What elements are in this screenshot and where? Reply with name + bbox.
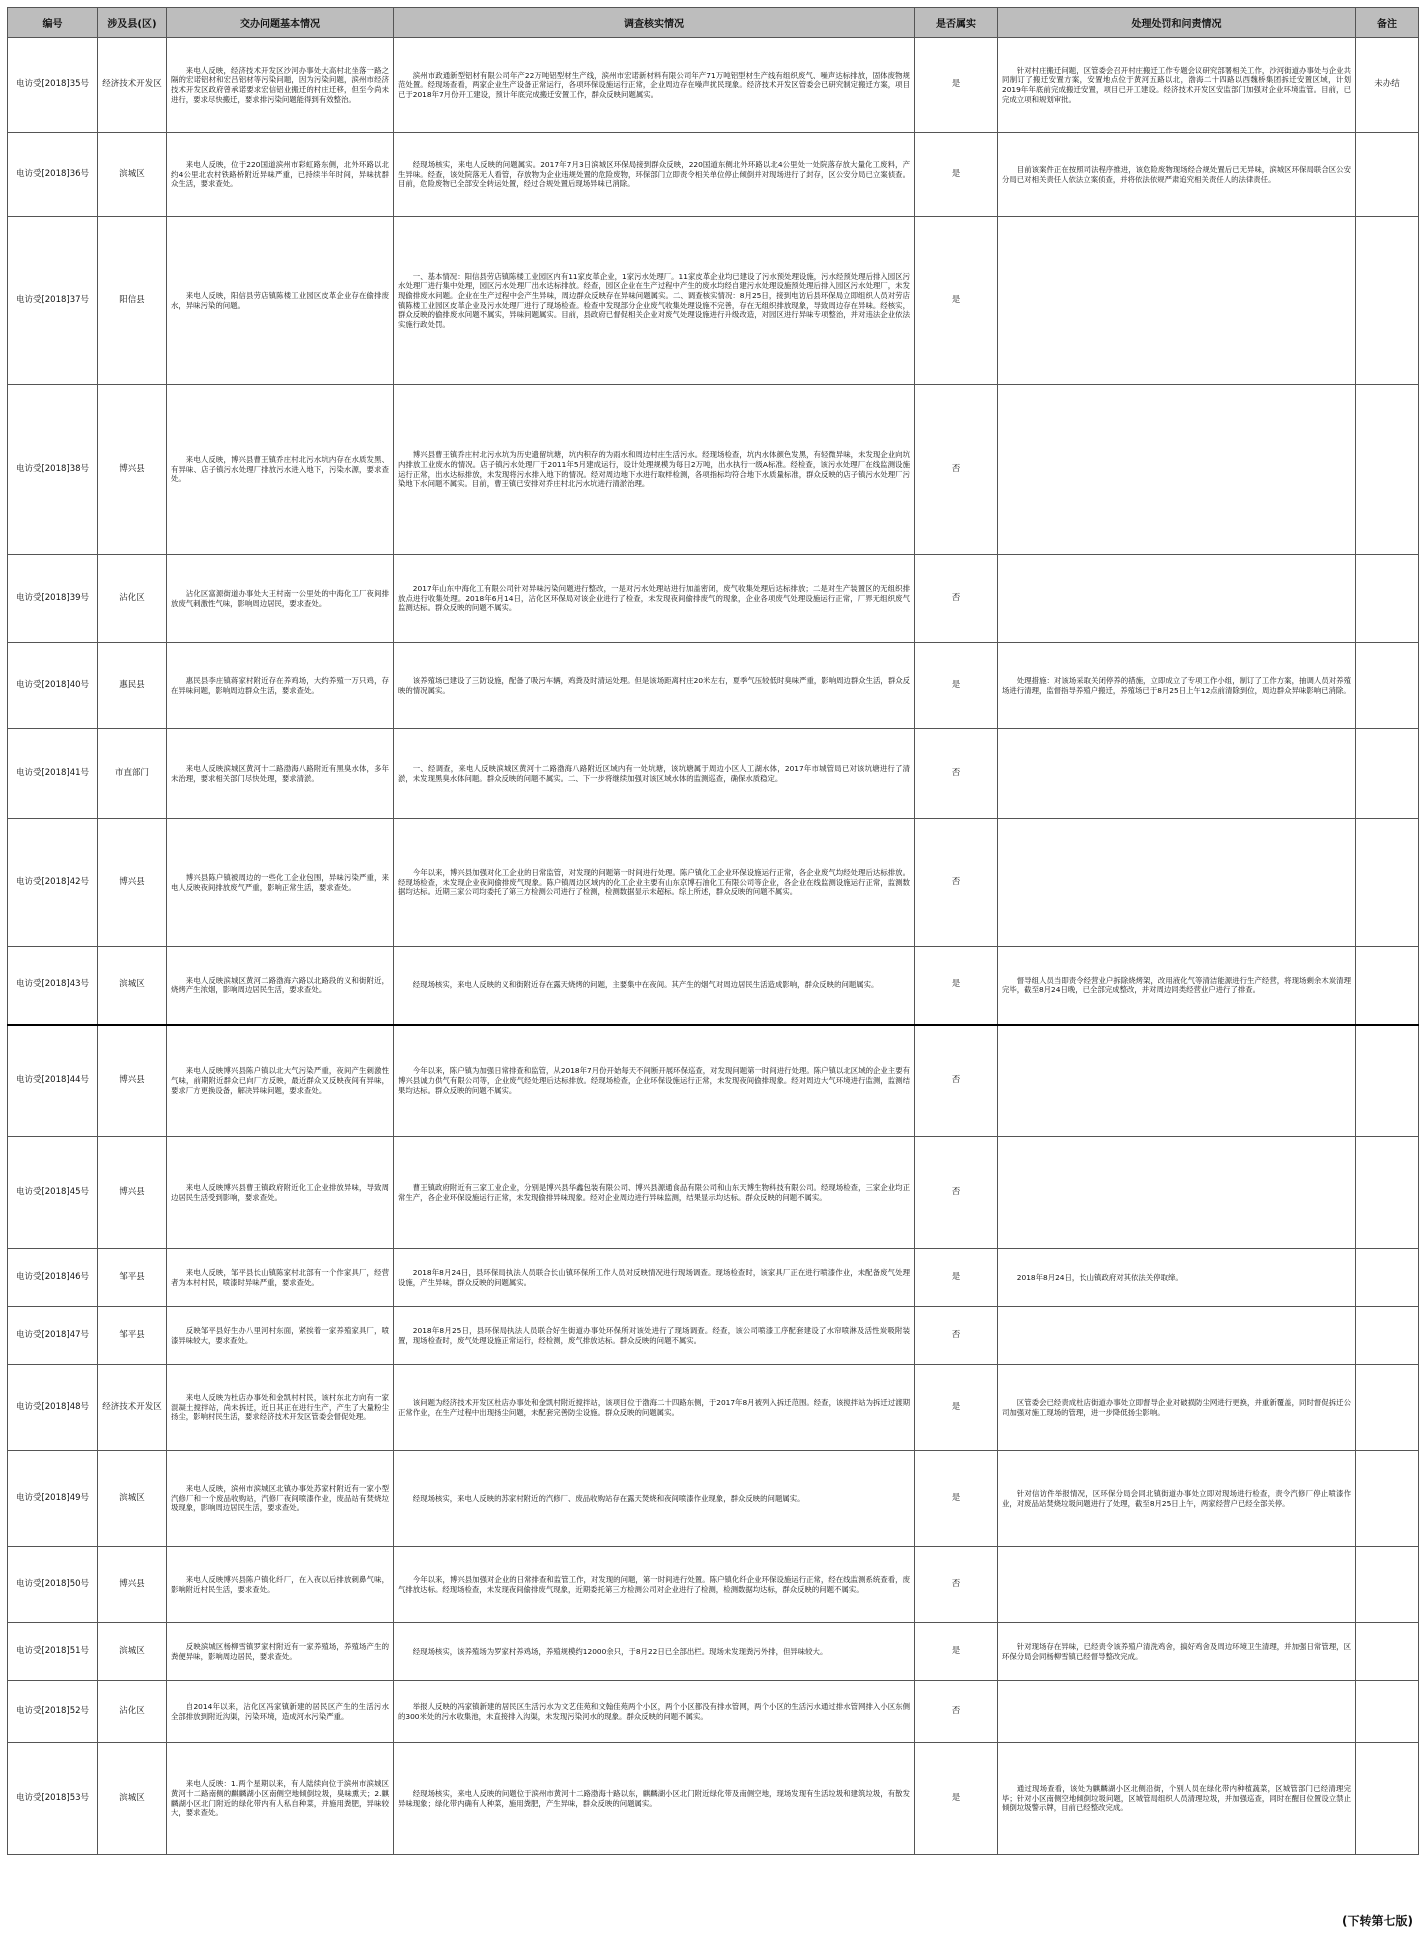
row-is-true: 否 xyxy=(915,555,998,643)
row-number: 电访受[2018]47号 xyxy=(8,1307,98,1365)
row-issue: 惠民县李庄镇蒋家村附近存在养鸡场，大约养殖一万只鸡，存在异味问题，影响周边群众生活，要求查处。 xyxy=(167,643,394,729)
table-row xyxy=(8,555,1419,643)
row-note xyxy=(1356,555,1419,643)
table-row xyxy=(8,1681,1419,1743)
row-issue: 来电人反映，邹平县长山镇陈家村北部有一个作家具厂，经营者为本村村民，喷漆时异味严重，要求查处。 xyxy=(167,1249,394,1307)
row-district: 博兴县 xyxy=(98,1547,167,1623)
table-row xyxy=(8,1623,1419,1681)
row-investigation: 滨州市政通新型铝材有限公司年产22万吨铝型材生产线，滨州市宏诺新材料有限公司年产71万吨铝型材生产线有组织废气、噪声达标排放，固体废物规范处置。经现场查看，两家企业生产设备正常运行，各项环保设施运行正常，企业周边存在噪声扰民现象。经济技术开发区管委会已研究制定搬迁方案，项目已于2018年7月份开工建设，预计年底完成搬迁安置工作，群众反映问题属实。 xyxy=(394,38,915,133)
header-handling: 处理处罚和问责情况 xyxy=(998,8,1356,38)
row-note xyxy=(1356,1451,1419,1547)
row-district: 阳信县 xyxy=(98,217,167,385)
row-handling: 2018年8月24日，长山镇政府对其依法关停取缔。 xyxy=(998,1249,1356,1307)
row-is-true: 是 xyxy=(915,1743,998,1855)
header-district: 涉及县(区) xyxy=(98,8,167,38)
row-district: 沾化区 xyxy=(98,555,167,643)
row-number: 电访受[2018]44号 xyxy=(8,1025,98,1137)
row-investigation: 一、基本情况：阳信县劳店镇陈楼工业园区内有11家皮革企业，1家污水处理厂。11家皮革企业均已建设了污水预处理设施，污水经预处理后排入园区污水处理厂进行集中处理，园区污水处理厂出水达标排放。经查，园区企业在生产过程中产生的废水均经自建污水处理设施预处理后排入园区污水处理厂，未发现偷排废水问题。企业在生产过程中会产生异味，周边群众反映存在异味问题属实。二、调查核实情况：8月25日，接到电访后县环保局立即组织人员对劳店镇陈楼工业园区皮革企业及污水处理厂进行了现场检查。检查中发现部分企业废气收集处理设施不完善，存在无组织排放现象，导致周边存在异味。经核实，群众反映的偷排废水问题不属实，异味问题属实。目前，县政府已督促相关企业对废气处理设施进行升级改造，对园区进行异味专项整治，并对违法企业依法实施行政处罚。 xyxy=(394,217,915,385)
row-handling xyxy=(998,217,1356,385)
row-is-true: 否 xyxy=(915,1137,998,1249)
row-issue: 来电人反映滨城区黄河十二路渤海八路附近有黑臭水体，多年未治理，要求相关部门尽快处理，要求清淤。 xyxy=(167,729,394,819)
row-handling: 区管委会已经责成杜店街道办事处立即督导企业对破损防尘网进行更换，并重新覆盖，同时督促拆迁公司加强对施工现场的管理，进一步降低扬尘影响。 xyxy=(998,1365,1356,1451)
row-district: 滨城区 xyxy=(98,947,167,1025)
row-handling: 针对现场存在异味，已经责令该养殖户清洗鸡舍，搞好鸡舍及周边环境卫生清理，并加强日常管理，区环保分局会同杨柳雪镇已经督导整改完成。 xyxy=(998,1623,1356,1681)
row-district: 市直部门 xyxy=(98,729,167,819)
row-note xyxy=(1356,643,1419,729)
row-district: 滨城区 xyxy=(98,1451,167,1547)
header-number: 编号 xyxy=(8,8,98,38)
row-investigation: 经现场核实，来电人反映的义和街附近存在露天烧烤的问题，主要集中在夜间。其产生的烟气对周边居民生活造成影响，群众反映的问题属实。 xyxy=(394,947,915,1025)
row-handling xyxy=(998,1547,1356,1623)
row-investigation: 今年以来，陈户镇为加强日常排查和监管，从2018年7月份开始每天不间断开展环保巡查，对发现问题第一时间进行处理。陈户镇以北区域的企业主要有博兴县诚力供气有限公司等，企业废气经处理后达标排放。经现场检查，企业环保设施运行正常，未发现夜间偷排现象。经对周边大气环境进行监测，监测结果均达标。群众反映的问题不属实。 xyxy=(394,1025,915,1137)
header-is-true: 是否属实 xyxy=(915,8,998,38)
row-issue: 来电人反映，阳信县劳店镇陈楼工业园区皮革企业存在偷排废水，异味污染的问题。 xyxy=(167,217,394,385)
row-district: 经济技术开发区 xyxy=(98,38,167,133)
row-is-true: 是 xyxy=(915,947,998,1025)
continued-note: (下转第七版) xyxy=(1342,1914,1413,1928)
row-number: 电访受[2018]49号 xyxy=(8,1451,98,1547)
row-investigation: 经现场核实，来电人反映的问题位于滨州市黄河十二路渤海十路以东，麒麟湖小区北门附近绿化带及南侧空地，现场发现有生活垃圾和建筑垃圾，有散发异味现象；绿化带内确有人种菜，施用粪肥，产生异味，群众反映的问题属实。 xyxy=(394,1743,915,1855)
row-is-true: 是 xyxy=(915,643,998,729)
row-investigation: 一、经调查，来电人反映滨城区黄河十二路渤海八路附近区域内有一处坑塘，该坑塘属于周边小区人工湖水体，2017年市城管局已对该坑塘进行了清淤，未发现黑臭水体问题。群众反映的问题不属实。二、下一步将继续加强对该区域水体的监测巡查，确保水质稳定。 xyxy=(394,729,915,819)
row-handling xyxy=(998,385,1356,555)
row-issue: 博兴县陈户镇被周边的一些化工企业包围，异味污染严重，来电人反映夜间排放废气严重，影响正常生活，要求查处。 xyxy=(167,819,394,947)
row-note xyxy=(1356,1249,1419,1307)
row-is-true: 是 xyxy=(915,1365,998,1451)
row-investigation: 2018年8月24日，县环保局执法人员联合长山镇环保所工作人员对反映情况进行现场调查。现场检查时，该家具厂正在进行喷漆作业，未配备废气处理设施，产生异味，群众反映的问题属实。 xyxy=(394,1249,915,1307)
row-investigation: 今年以来，博兴县加强对化工企业的日常监管，对发现的问题第一时间进行处理。陈户镇化工企业环保设施运行正常，各企业废气均经处理后达标排放。经现场检查，未发现企业夜间偷排废气现象。陈户镇周边区域内的化工企业主要有山东京博石油化工有限公司等企业，各企业在线监测设施运行正常，监测数据均达标。近期三家公司均委托了第三方检测公司进行了检测，检测数据显示未超标。综上所述，群众反映的问题不属实。 xyxy=(394,819,915,947)
row-investigation: 经现场核实，来电人反映的苏家村附近的汽修厂、废品收购站存在露天焚烧和夜间喷漆作业现象，群众反映的问题属实。 xyxy=(394,1451,915,1547)
row-note: 未办结 xyxy=(1356,38,1419,133)
row-number: 电访受[2018]41号 xyxy=(8,729,98,819)
row-district: 邹平县 xyxy=(98,1249,167,1307)
row-handling: 处理措施：对该场采取关闭停养的措施，立即成立了专项工作小组，制订了工作方案，抽调人员对养殖场进行清理，监督指导养殖户搬迁，养殖场已于8月25日上午12点前清除到位，周边群众异味影响已消除。 xyxy=(998,643,1356,729)
row-issue: 来电人反映滨城区黄河二路渤海六路以北路段的义和街附近，烧烤产生浓烟，影响周边居民生活，要求查处。 xyxy=(167,947,394,1025)
row-note xyxy=(1356,729,1419,819)
row-note xyxy=(1356,1307,1419,1365)
row-note xyxy=(1356,1623,1419,1681)
table-row xyxy=(8,38,1419,133)
row-number: 电访受[2018]52号 xyxy=(8,1681,98,1743)
row-district: 邹平县 xyxy=(98,1307,167,1365)
row-number: 电访受[2018]50号 xyxy=(8,1547,98,1623)
table-row xyxy=(8,1365,1419,1451)
row-note xyxy=(1356,133,1419,217)
row-is-true: 否 xyxy=(915,1547,998,1623)
table-row xyxy=(8,385,1419,555)
row-is-true: 否 xyxy=(915,1307,998,1365)
row-investigation: 该问题为经济技术开发区杜店办事处和金凯村附近搅拌站，该项目位于渤海二十四路东侧，于2017年8月被列入拆迁范围。经查，该搅拌站为拆迁过渡期正常作业，在生产过程中出现扬尘问题，未配套完善防尘设施。群众反映的问题属实。 xyxy=(394,1365,915,1451)
row-handling: 针对信访件举报情况，区环保分局会同北镇街道办事处立即对现场进行检查，责令汽修厂停止喷漆作业，对废品站焚烧垃圾问题进行了处理，截至8月25日上午，两家经营户已经全部关停。 xyxy=(998,1451,1356,1547)
row-district: 博兴县 xyxy=(98,385,167,555)
row-district: 博兴县 xyxy=(98,1025,167,1137)
row-handling xyxy=(998,1137,1356,1249)
row-note xyxy=(1356,385,1419,555)
row-issue: 沾化区富源街道办事处大王村南一公里处的中海化工厂夜间排放废气刺激性气味，影响周边居民，要求查处。 xyxy=(167,555,394,643)
row-issue: 来电人反映，位于220国道滨州市彩虹路东侧，北外环路以北约4公里北农村铁路桥附近异味严重，已持续半年时间，异味扰群众生活，要求查处。 xyxy=(167,133,394,217)
row-issue: 来电人反映博兴县陈户镇以北大气污染严重，夜间产生刺激性气味，前期附近群众已向厂方反映，最近群众又反映夜间有异味，要求厂方更换设备，解决异味问题，要求查处。 xyxy=(167,1025,394,1137)
row-number: 电访受[2018]53号 xyxy=(8,1743,98,1855)
row-issue: 来电人反映：1.两个星期以来，有人陆续向位于滨州市滨城区黄河十二路南侧的麒麟湖小区南侧空地倾倒垃圾，臭味熏天；2.麒麟湖小区北门附近的绿化带内有人私自种菜，并施用粪肥，异味较大，要求查处。 xyxy=(167,1743,394,1855)
table-row xyxy=(8,1025,1419,1137)
row-handling: 通过现场查看，该处为麒麟湖小区北侧沿街，个别人员在绿化带内种植蔬菜，区城管部门已经清理完毕；针对小区南侧空地倾倒垃圾问题，区城管局组织人员清理垃圾，并加强巡查，同时在醒目位置设立禁止倾倒垃圾警示牌，目前已经整改完成。 xyxy=(998,1743,1356,1855)
table-row xyxy=(8,729,1419,819)
table-row xyxy=(8,1249,1419,1307)
row-handling xyxy=(998,1025,1356,1137)
row-is-true: 否 xyxy=(915,819,998,947)
row-is-true: 否 xyxy=(915,385,998,555)
row-number: 电访受[2018]35号 xyxy=(8,38,98,133)
row-issue: 来电人反映，经济技术开发区沙河办事处大高村北坐落一路之隔的宏诺铝材和宏吕铝材等污染问题，因为污染问题，滨州市经济技术开发区政府曾承诺要求宏信铝业搬迁的村庄迁移，但至今尚未进行，要求尽快搬迁，要求排污染问题能得到有效整治。 xyxy=(167,38,394,133)
row-is-true: 是 xyxy=(915,1623,998,1681)
row-note xyxy=(1356,1547,1419,1623)
row-issue: 来电人反映博兴县陈户镇化纤厂，在入夜以后排放刺鼻气味，影响附近村民生活，要求查处。 xyxy=(167,1547,394,1623)
row-investigation: 举报人反映的冯家镇新建的居民区生活污水为文艺佳苑和文翰佳苑两个小区，两个小区都没有排水管网，两个小区的生活污水通过排水管网排入小区东侧的300米处的污水收集池，未直接排入沟渠，未发现污染河水的现象。群众反映的问题不属实。 xyxy=(394,1681,915,1743)
row-handling xyxy=(998,555,1356,643)
table-row xyxy=(8,819,1419,947)
row-investigation: 经现场核实，来电人反映的问题属实。2017年7月3日滨城区环保局接到群众反映，220国道东侧北外环路以北4公里处一处院落存放大量化工废料，产生异味。经查，该处院落无人看管，存放物为企业违规处置的危险废物，环保部门立即责令相关单位停止倾倒并对现场进行了封存，区公安分局已立案侦查。目前，危险废物已全部安全转运处置，经过合规处置后现场异味已消除。 xyxy=(394,133,915,217)
row-number: 电访受[2018]40号 xyxy=(8,643,98,729)
row-number: 电访受[2018]42号 xyxy=(8,819,98,947)
row-handling xyxy=(998,1681,1356,1743)
row-note xyxy=(1356,947,1419,1025)
row-handling: 督导组人员当即责令经营业户拆除烧烤架，改用液化气等清洁能源进行生产经营，将现场剩余木炭清理完毕，截至8月24日晚，已全部完成整改，并对周边同类经营业户进行了排查。 xyxy=(998,947,1356,1025)
header-issue: 交办问题基本情况 xyxy=(167,8,394,38)
row-number: 电访受[2018]38号 xyxy=(8,385,98,555)
row-issue: 反映邹平县好生办八里河村东面，紧挨着一家养殖家具厂，喷漆异味较大，要求查处。 xyxy=(167,1307,394,1365)
row-district: 博兴县 xyxy=(98,1137,167,1249)
row-investigation: 2018年8月25日，县环保局执法人员联合好生街道办事处环保所对该处进行了现场调查。经查，该公司喷漆工序配套建设了水帘喷淋及活性炭吸附装置，现场检查时，废气处理设施正常运行，经检测，废气排放达标。群众反映的问题不属实。 xyxy=(394,1307,915,1365)
row-handling: 针对村庄搬迁问题，区管委会召开村庄搬迁工作专题会议研究部署相关工作，沙河街道办事处与企业共同制订了搬迁安置方案，安置地点位于黄河五路以北，渤海二十四路以西魏桥集团拆迁安置区域，计划2019年年底前完成搬迁安置，项目已开工建设。经济技术开发区安监部门加强对企业环境监管。目前，已完成立项和规划审批。 xyxy=(998,38,1356,133)
row-note xyxy=(1356,1137,1419,1249)
table-row xyxy=(8,1307,1419,1365)
row-district: 惠民县 xyxy=(98,643,167,729)
row-number: 电访受[2018]39号 xyxy=(8,555,98,643)
row-is-true: 否 xyxy=(915,1681,998,1743)
row-is-true: 否 xyxy=(915,729,998,819)
row-is-true: 否 xyxy=(915,1025,998,1137)
row-is-true: 是 xyxy=(915,1451,998,1547)
row-number: 电访受[2018]36号 xyxy=(8,133,98,217)
table-row xyxy=(8,1547,1419,1623)
document-page xyxy=(7,7,1418,1855)
row-issue: 来电人反映，博兴县曹王镇乔庄村北污水坑内存在水质发黑、有异味、店子镇污水处理厂排放污水进入地下，污染水源，要求查处。 xyxy=(167,385,394,555)
row-note xyxy=(1356,1025,1419,1137)
table-row xyxy=(8,643,1419,729)
row-number: 电访受[2018]43号 xyxy=(8,947,98,1025)
row-is-true: 是 xyxy=(915,1249,998,1307)
row-note xyxy=(1356,1365,1419,1451)
row-is-true: 是 xyxy=(915,217,998,385)
row-district: 沾化区 xyxy=(98,1681,167,1743)
table-row xyxy=(8,133,1419,217)
row-number: 电访受[2018]45号 xyxy=(8,1137,98,1249)
row-investigation: 2017年山东中海化工有限公司针对异味污染问题进行整改，一是对污水处理站进行加盖密闭，废气收集处理后达标排放；二是对生产装置区的无组织排放点进行收集处理。2018年6月14日，沾化区环保局对该企业进行了检查，未发现夜间偷排废气的现象，企业各项废气处理设施运行正常，厂界无组织废气监测达标。群众反映的问题不属实。 xyxy=(394,555,915,643)
header-note: 备注 xyxy=(1356,8,1419,38)
row-issue: 来电人反映为杜店办事处和金凯村村民，该村东北方向有一家混凝土搅拌站，尚未拆迁，近日其正在进行生产，产生了大量粉尘扬尘，影响村民生活，要求经济技术开发区管委会督促处理。 xyxy=(167,1365,394,1451)
row-district: 滨城区 xyxy=(98,133,167,217)
row-investigation: 经现场核实，该养殖场为罗家村养鸡场，养殖规模约12000余只，于8月22日已全部出栏。现场未发现粪污外排，但异味较大。 xyxy=(394,1623,915,1681)
row-is-true: 是 xyxy=(915,38,998,133)
row-note xyxy=(1356,1743,1419,1855)
row-investigation: 博兴县曹王镇乔庄村北污水坑为历史遗留坑塘，坑内积存的为雨水和周边村庄生活污水。经现场检查，坑内水体颜色发黑，有轻微异味，未发现企业向坑内排放工业废水的情况。店子镇污水处理厂于2011年5月建成运行，设计处理规模为每日2万吨，出水执行一级A标准。经检查，该污水处理厂在线监测设施运行正常，出水达标排放，未发现将污水排入地下的情况。经对周边地下水进行取样检测，各项指标均符合地下水质量标准，群众反映的店子镇污水处理厂污染地下水问题不属实。目前，曹王镇已安排对乔庄村北污水坑进行清淤治理。 xyxy=(394,385,915,555)
row-number: 电访受[2018]51号 xyxy=(8,1623,98,1681)
table-row xyxy=(8,1451,1419,1547)
row-handling xyxy=(998,819,1356,947)
row-note xyxy=(1356,1681,1419,1743)
row-district: 滨城区 xyxy=(98,1623,167,1681)
header-investigation: 调查核实情况 xyxy=(394,8,915,38)
table-row xyxy=(8,217,1419,385)
row-investigation: 曹王镇政府附近有三家工业企业，分别是博兴县华鑫包装有限公司、博兴县源通食品有限公司和山东天博生物科技有限公司。经现场检查，三家企业均正常生产，各企业环保设施运行正常，未发现偷排异味现象。经对企业周边进行异味监测，结果显示均达标。群众反映的问题不属实。 xyxy=(394,1137,915,1249)
row-issue: 来电人反映，滨州市滨城区北镇办事处苏家村附近有一家小型汽修厂和一个废品收购站，汽修厂夜间喷漆作业，废品站有焚烧垃圾现象，影响周边居民生活，要求查处。 xyxy=(167,1451,394,1547)
row-is-true: 是 xyxy=(915,133,998,217)
row-district: 滨城区 xyxy=(98,1743,167,1855)
petition-table xyxy=(7,7,1419,1855)
row-investigation: 该养殖场已建设了三防设施，配备了吸污车辆，鸡粪及时清运处理。但是该场距离村庄20米左右，夏季气压较低时臭味严重，影响周边群众生活，群众反映的情况属实。 xyxy=(394,643,915,729)
row-investigation: 今年以来，博兴县加强对企业的日常排查和监管工作，对发现的问题，第一时间进行处置。陈户镇化纤企业环保设施运行正常，经在线监测系统查看，废气排放达标。经现场检查，未发现夜间偷排废气现象，近期委托第三方检测公司对企业进行了检测，检测数据均达标，群众反映的问题不属实。 xyxy=(394,1547,915,1623)
table-row xyxy=(8,1743,1419,1855)
table-header-row xyxy=(8,8,1419,38)
row-handling xyxy=(998,1307,1356,1365)
row-number: 电访受[2018]37号 xyxy=(8,217,98,385)
table-row xyxy=(8,947,1419,1025)
row-issue: 反映滨城区杨柳雪镇罗家村附近有一家养殖场，养殖场产生的粪便异味，影响周边居民，要求查处。 xyxy=(167,1623,394,1681)
row-handling xyxy=(998,729,1356,819)
row-note xyxy=(1356,217,1419,385)
row-district: 经济技术开发区 xyxy=(98,1365,167,1451)
row-district: 博兴县 xyxy=(98,819,167,947)
row-issue: 来电人反映博兴县曹王镇政府附近化工企业排放异味，导致周边居民生活受到影响，要求查处。 xyxy=(167,1137,394,1249)
row-number: 电访受[2018]46号 xyxy=(8,1249,98,1307)
row-handling: 目前该案件正在按照司法程序推进，该危险废物现场经合规处置后已无异味，滨城区环保局联合区公安分局已对相关责任人依法立案侦查，并将依法依规严肃追究相关责任人的法律责任。 xyxy=(998,133,1356,217)
table-row xyxy=(8,1137,1419,1249)
row-number: 电访受[2018]48号 xyxy=(8,1365,98,1451)
row-note xyxy=(1356,819,1419,947)
row-issue: 自2014年以来，沾化区冯家镇新建的居民区产生的生活污水全部排放到附近沟渠，污染环境，造成河水污染严重。 xyxy=(167,1681,394,1743)
